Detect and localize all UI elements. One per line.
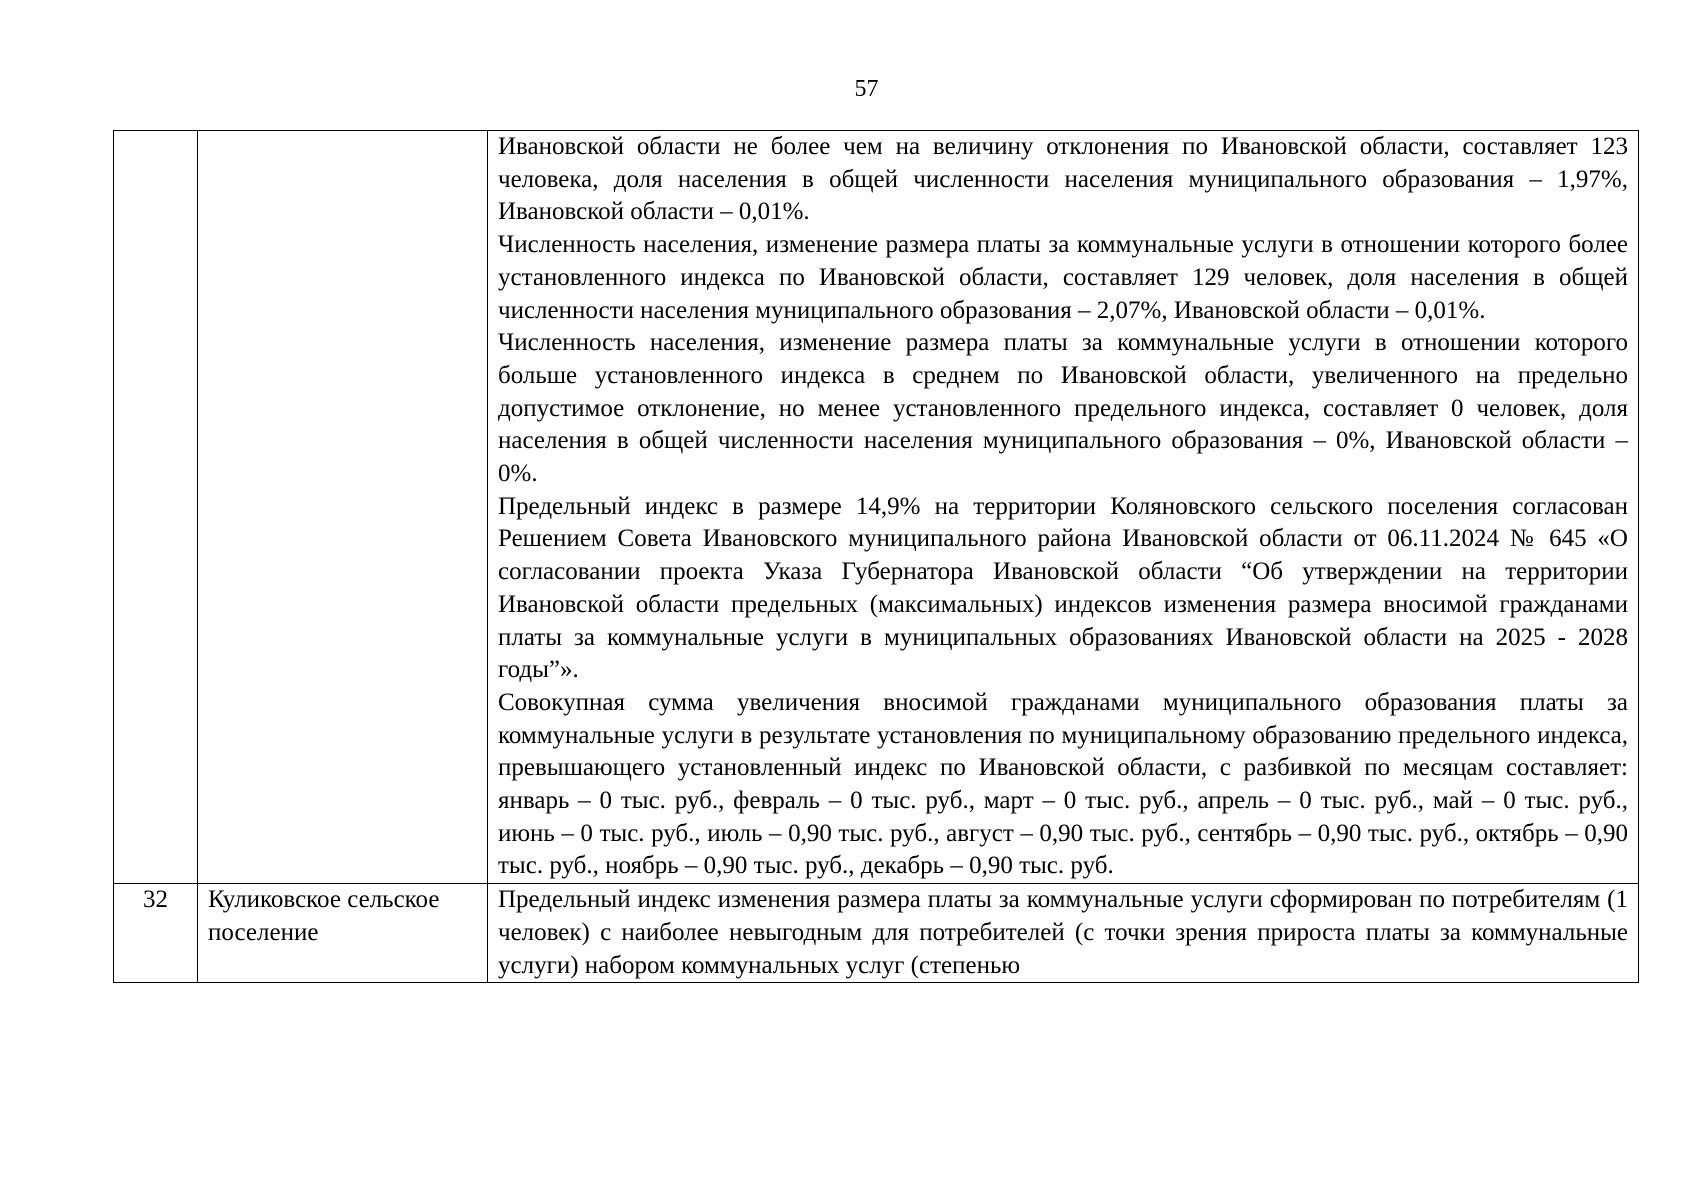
- row-number-cell: 32: [114, 884, 198, 983]
- description-paragraph: Ивановской области не более чем на величину отклонения по Ивановской области, составляет 123 человека, доля населения в общей численности населения муниципального образования – 1,97%, Ивановской области – 0,01%.: [498, 133, 1628, 226]
- description-cell: [488, 884, 1639, 983]
- description-paragraph: Численность населения, изменение размера платы за коммунальные услуги в отношении которого более установленного индекса по Ивановской области, составляет 129 человек, доля населения в общей численности населения муниципального образования – 2,07%, Ивановской области – 0,01%.: [498, 231, 1628, 324]
- page-number: 57: [854, 76, 879, 102]
- table-row: [114, 884, 1639, 983]
- description-paragraph: Совокупная сумма увеличения вносимой гражданами муниципального образования платы за коммунальные услуги в результате установления по муниципальному образованию предельного индекса, превышающего установленный индекс по Ивановской области, с разбивкой по месяцам составляет: январь – 0 тыс. руб., февраль – 0 тыс. руб., март – 0 тыс. руб., апрель – 0 тыс. руб., май – 0 тыс. руб., июнь – 0 тыс. руб., июль – 0,90 тыс. руб., август – 0,90 тыс. руб., сентябрь – 0,90 тыс. руб., октябрь – 0,90 тыс. руб., ноябрь – 0,90 тыс. руб., декабрь – 0,90 тыс. руб.: [498, 688, 1628, 880]
- description-paragraph: Предельный индекс изменения размера платы за коммунальные услуги сформирован по потребителям (1 человек) с наиболее невыгодным для потребителей (с точки зрения прироста платы за коммунальные услуги) набором коммунальных услуг (степенью: [498, 886, 1628, 979]
- description-clip: [498, 884, 1628, 982]
- description-paragraph: Численность населения, изменение размера платы за коммунальные услуги в отношении которого больше установленного индекса в среднем по Ивановской области, увеличенного на предельно допустимое отклонение, но менее установленного предельного индекса, составляет 0 человек, доля населения в общей численности населения муниципального образования – 0%, Ивановской области – 0%.: [498, 329, 1628, 488]
- municipal-index-table: [113, 130, 1639, 983]
- municipality-name-cell: [198, 131, 488, 884]
- description-cell: [488, 131, 1639, 884]
- row-number-cell: [114, 131, 198, 884]
- description-paragraph: Предельный индекс в размере 14,9% на территории Коляновского сельского поселения согласован Решением Совета Ивановского муниципального района Ивановской области от 06.11.2024 № 645 «О согласовании проекта Указа Губернатора Ивановской области “Об утверждении на территории Ивановской области предельных (максимальных) индексов изменения размера вносимой гражданами платы за коммунальные услуги в муниципальных образованиях Ивановской области на 2025 - 2028 годы”».: [498, 492, 1628, 684]
- municipality-name-cell: Куликовское сельское поселение: [198, 884, 488, 983]
- table-row: [114, 131, 1639, 884]
